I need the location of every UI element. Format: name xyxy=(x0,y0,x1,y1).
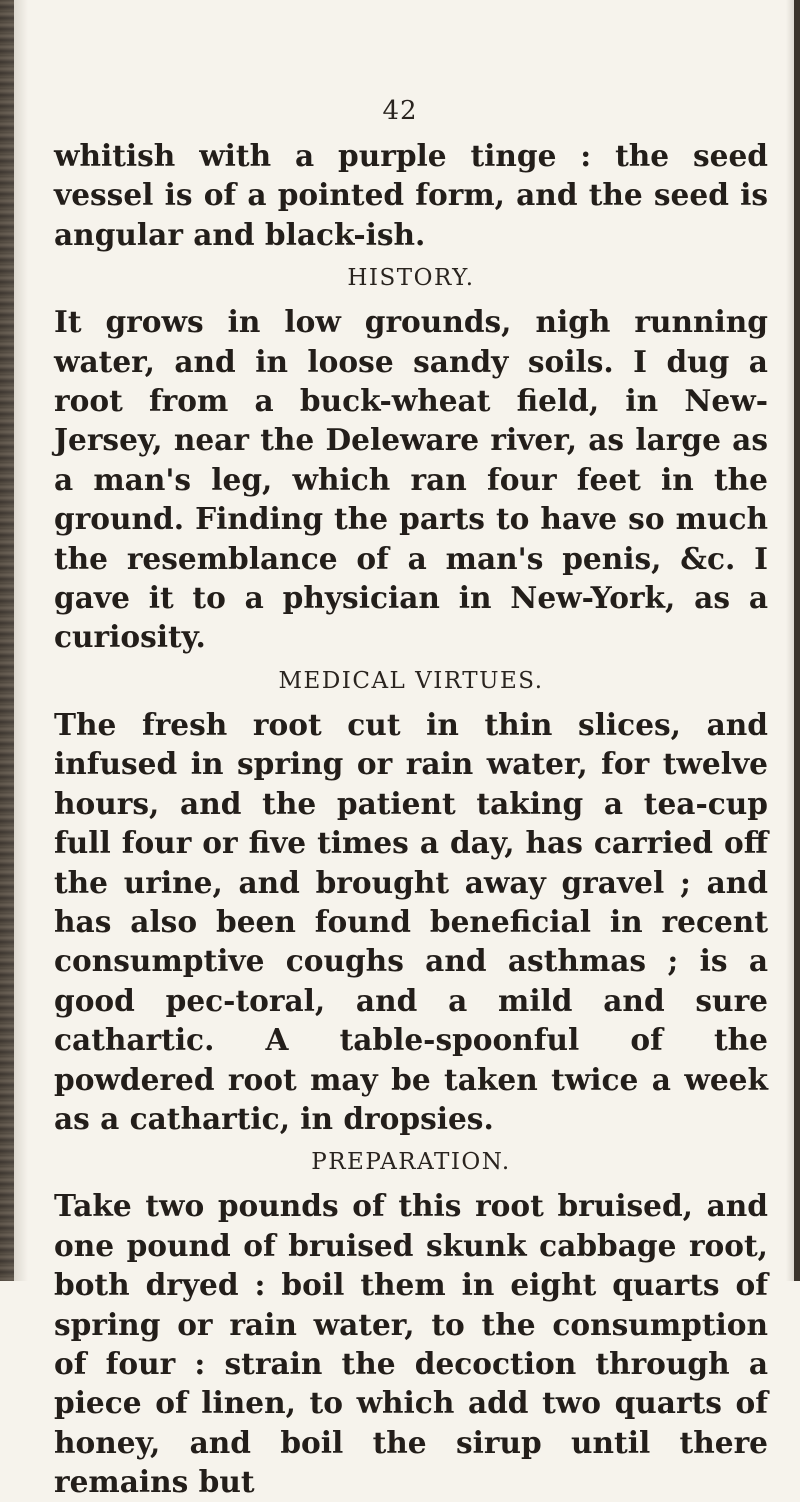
preparation-heading: PREPARATION. xyxy=(311,1149,511,1176)
page-number: 42 xyxy=(382,96,418,126)
medical-virtues-paragraph: The fresh root cut in thin slices, and infused in spring or rain water, for twelve hours, and the patient taking a tea-cup full four or five times a day, has carried off the urine, and brought away gravel ; and has also been found beneficial in recent consumptive coughs and asthmas ; is a good pec-toral, and a mild and sure cathartic. A table-spoonful of the powdered root may be taken twice a week as a cathartic, in dropsies. xyxy=(54,706,768,1136)
book-binding-edge xyxy=(0,0,14,1281)
page-text xyxy=(54,136,768,1502)
history-paragraph: It grows in low grounds, nigh running water, and in loose sandy soils. I dug a root from a buck-wheat field, in New-Jersey, near the Deleware river, as large as a man's leg, which ran four feet in the ground. Finding the parts to have so much the resemblance of a man's penis, &c. I gave it to a physician in New-York, as a curiosity. xyxy=(54,304,768,655)
page-right-edge xyxy=(794,0,800,1281)
medical-virtues-heading: MEDICAL VIRTUES. xyxy=(278,667,544,694)
intro-paragraph: whitish with a purple tinge : the seed vessel is of a pointed form, and the seed is angular and black-ish. xyxy=(54,138,768,252)
preparation-paragraph: Take two pounds of this root bruised, and one pound of bruised skunk cabbage root, both dryed : boil them in eight quarts of spring or rain water, to the consumption of four : strain the decoction through a piece of linen, to which add two quarts of honey, and boil the sirup until there remains but xyxy=(54,1188,768,1500)
history-heading: HISTORY. xyxy=(347,265,475,292)
